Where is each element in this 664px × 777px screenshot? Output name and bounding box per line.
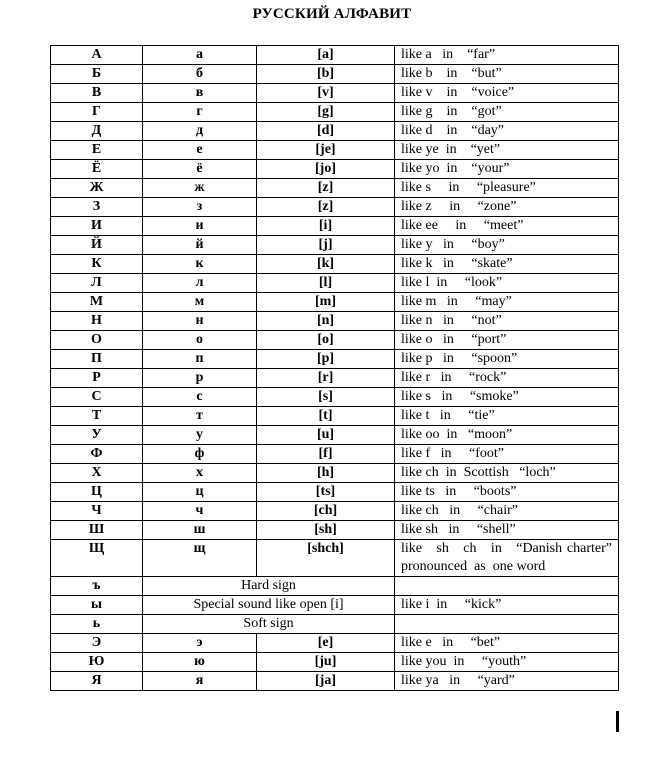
sound-transcription: [e]: [257, 634, 395, 653]
sound-transcription: [ts]: [257, 483, 395, 502]
table-row: [51, 388, 619, 407]
lowercase-letter: н: [143, 312, 257, 331]
sound-transcription: [t]: [257, 407, 395, 426]
sound-transcription: [a]: [257, 46, 395, 65]
uppercase-letter: П: [51, 350, 143, 369]
table-row: [51, 255, 619, 274]
sound-transcription: [f]: [257, 445, 395, 464]
uppercase-letter: Ш: [51, 521, 143, 540]
sound-transcription: [je]: [257, 141, 395, 160]
alphabet-table: [50, 45, 619, 691]
uppercase-letter: Ж: [51, 179, 143, 198]
pronunciation-example: like n in “not”: [395, 312, 619, 331]
table-row: [51, 521, 619, 540]
pronunciation-example: like o in “port”: [395, 331, 619, 350]
lowercase-letter: т: [143, 407, 257, 426]
uppercase-letter: Я: [51, 672, 143, 691]
sound-transcription: [z]: [257, 179, 395, 198]
table-row: [51, 198, 619, 217]
uppercase-letter: Ф: [51, 445, 143, 464]
sound-transcription: [shch]: [257, 540, 395, 577]
table-row: [51, 84, 619, 103]
uppercase-letter: Н: [51, 312, 143, 331]
uppercase-letter: Р: [51, 369, 143, 388]
lowercase-letter: б: [143, 65, 257, 84]
sound-transcription: [p]: [257, 350, 395, 369]
pronunciation-example: like ch in Scottish “loch”: [395, 464, 619, 483]
uppercase-letter: Л: [51, 274, 143, 293]
uppercase-letter: ъ: [51, 577, 143, 596]
pronunciation-example: like p in “spoon”: [395, 350, 619, 369]
pronunciation-example: like ts in “boots”: [395, 483, 619, 502]
lowercase-letter: е: [143, 141, 257, 160]
uppercase-letter: В: [51, 84, 143, 103]
pronunciation-example: like r in “rock”: [395, 369, 619, 388]
pronunciation-example: like t in “tie”: [395, 407, 619, 426]
page-title: РУССКИЙ АЛФАВИТ: [252, 6, 412, 22]
sound-transcription: [i]: [257, 217, 395, 236]
table-row: [51, 160, 619, 179]
sound-transcription: [m]: [257, 293, 395, 312]
uppercase-letter: ы: [51, 596, 143, 615]
lowercase-letter: д: [143, 122, 257, 141]
uppercase-letter: Г: [51, 103, 143, 122]
table-row: [51, 350, 619, 369]
sound-transcription: [z]: [257, 198, 395, 217]
table-row: [51, 445, 619, 464]
uppercase-letter: Х: [51, 464, 143, 483]
margin-mark: [616, 711, 619, 732]
table-row: [51, 483, 619, 502]
lowercase-letter: з: [143, 198, 257, 217]
lowercase-letter: о: [143, 331, 257, 350]
lowercase-letter: ж: [143, 179, 257, 198]
uppercase-letter: Т: [51, 407, 143, 426]
pronunciation-example: like sh in “shell”: [395, 521, 619, 540]
uppercase-letter: З: [51, 198, 143, 217]
lowercase-letter: а: [143, 46, 257, 65]
table-row: [51, 672, 619, 691]
lowercase-letter: г: [143, 103, 257, 122]
table-row: [51, 540, 619, 577]
pronunciation-example: like yo in “your”: [395, 160, 619, 179]
uppercase-letter: И: [51, 217, 143, 236]
table-row: [51, 217, 619, 236]
pronunciation-example: like y in “boy”: [395, 236, 619, 255]
table-row: [51, 407, 619, 426]
table-row: [51, 464, 619, 483]
pronunciation-example: like v in “voice”: [395, 84, 619, 103]
table-row: [51, 141, 619, 160]
pronunciation-example: like s in “pleasure”: [395, 179, 619, 198]
sound-transcription: [ju]: [257, 653, 395, 672]
uppercase-letter: С: [51, 388, 143, 407]
sound-transcription: [l]: [257, 274, 395, 293]
pronunciation-example: like sh ch in “Danish charter” pronounced as one word: [395, 540, 619, 577]
sound-transcription: [n]: [257, 312, 395, 331]
table-row: [51, 65, 619, 84]
letter-note: Hard sign: [143, 577, 395, 596]
sound-transcription: [g]: [257, 103, 395, 122]
sound-transcription: [h]: [257, 464, 395, 483]
table-row: [51, 103, 619, 122]
lowercase-letter: ч: [143, 502, 257, 521]
table-row: [51, 179, 619, 198]
pronunciation-example: like ye in “yet”: [395, 141, 619, 160]
sound-transcription: [o]: [257, 331, 395, 350]
uppercase-letter: А: [51, 46, 143, 65]
lowercase-letter: ш: [143, 521, 257, 540]
sound-transcription: [s]: [257, 388, 395, 407]
letter-note: Special sound like open [i]: [143, 596, 395, 615]
sound-transcription: [j]: [257, 236, 395, 255]
pronunciation-example: like e in “bet”: [395, 634, 619, 653]
lowercase-letter: в: [143, 84, 257, 103]
lowercase-letter: х: [143, 464, 257, 483]
pronunciation-example: like l in “look”: [395, 274, 619, 293]
uppercase-letter: К: [51, 255, 143, 274]
uppercase-letter: Д: [51, 122, 143, 141]
uppercase-letter: Щ: [51, 540, 143, 577]
lowercase-letter: ц: [143, 483, 257, 502]
pronunciation-example: like ya in “yard”: [395, 672, 619, 691]
lowercase-letter: ё: [143, 160, 257, 179]
pronunciation-example: like s in “smoke”: [395, 388, 619, 407]
sound-transcription: [k]: [257, 255, 395, 274]
uppercase-letter: Ё: [51, 160, 143, 179]
sound-transcription: [b]: [257, 65, 395, 84]
uppercase-letter: Ц: [51, 483, 143, 502]
letter-note: Soft sign: [143, 615, 395, 634]
table-row: [51, 331, 619, 350]
pronunciation-example: like d in “day”: [395, 122, 619, 141]
table-row: [51, 122, 619, 141]
pronunciation-example: like you in “youth”: [395, 653, 619, 672]
pronunciation-example: like m in “may”: [395, 293, 619, 312]
lowercase-letter: й: [143, 236, 257, 255]
uppercase-letter: У: [51, 426, 143, 445]
table-row: [51, 615, 619, 634]
sound-transcription: [r]: [257, 369, 395, 388]
pronunciation-example: like g in “got”: [395, 103, 619, 122]
lowercase-letter: ю: [143, 653, 257, 672]
pronunciation-example: [395, 577, 619, 596]
pronunciation-example: like b in “but”: [395, 65, 619, 84]
pronunciation-example: like oo in “moon”: [395, 426, 619, 445]
lowercase-letter: с: [143, 388, 257, 407]
pronunciation-example: like a in “far”: [395, 46, 619, 65]
lowercase-letter: л: [143, 274, 257, 293]
lowercase-letter: щ: [143, 540, 257, 577]
sound-transcription: [u]: [257, 426, 395, 445]
table-row: [51, 634, 619, 653]
lowercase-letter: м: [143, 293, 257, 312]
table-row: [51, 502, 619, 521]
sound-transcription: [sh]: [257, 521, 395, 540]
uppercase-letter: Е: [51, 141, 143, 160]
pronunciation-example: like ee in “meet”: [395, 217, 619, 236]
pronunciation-example: like f in “foot”: [395, 445, 619, 464]
table-row: [51, 236, 619, 255]
pronunciation-example: like ch in “chair”: [395, 502, 619, 521]
lowercase-letter: к: [143, 255, 257, 274]
uppercase-letter: Й: [51, 236, 143, 255]
pronunciation-example: like i in “kick”: [395, 596, 619, 615]
uppercase-letter: Ю: [51, 653, 143, 672]
table-row: [51, 426, 619, 445]
table-row: [51, 293, 619, 312]
sound-transcription: [ja]: [257, 672, 395, 691]
pronunciation-example: like z in “zone”: [395, 198, 619, 217]
lowercase-letter: у: [143, 426, 257, 445]
uppercase-letter: Б: [51, 65, 143, 84]
uppercase-letter: О: [51, 331, 143, 350]
pronunciation-example: like k in “skate”: [395, 255, 619, 274]
table-row: [51, 577, 619, 596]
lowercase-letter: и: [143, 217, 257, 236]
table-row: [51, 369, 619, 388]
uppercase-letter: Ч: [51, 502, 143, 521]
table-row: [51, 46, 619, 65]
sound-transcription: [d]: [257, 122, 395, 141]
lowercase-letter: п: [143, 350, 257, 369]
uppercase-letter: Э: [51, 634, 143, 653]
table-row: [51, 274, 619, 293]
lowercase-letter: р: [143, 369, 257, 388]
sound-transcription: [ch]: [257, 502, 395, 521]
table-row: [51, 653, 619, 672]
uppercase-letter: М: [51, 293, 143, 312]
sound-transcription: [jo]: [257, 160, 395, 179]
table-row: [51, 312, 619, 331]
lowercase-letter: я: [143, 672, 257, 691]
sound-transcription: [v]: [257, 84, 395, 103]
lowercase-letter: э: [143, 634, 257, 653]
lowercase-letter: ф: [143, 445, 257, 464]
uppercase-letter: ь: [51, 615, 143, 634]
table-row: [51, 596, 619, 615]
pronunciation-example: [395, 615, 619, 634]
